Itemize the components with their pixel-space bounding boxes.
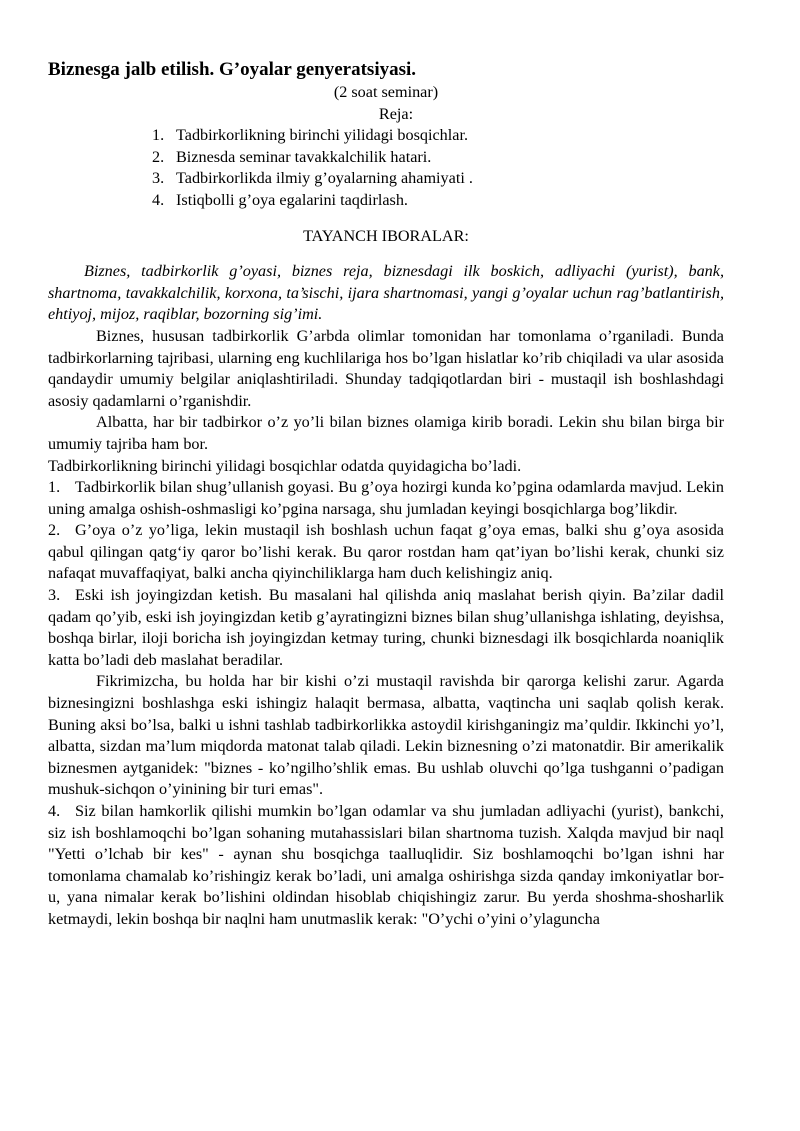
paragraph: Fikrimizcha, bu holda har bir kishi o’zi mustaqil ravishda bir qarorga kelishi zarur. Agarda biznesingizni boshlashga eski ishingiz halaqit bermasa, albatta, vaqtincha uni saqlab qolish kerak. Buning aksi bo’lsa, balki u ishni tashlab tadbirkorlikka astoydil kirishganingiz ma’quldir. Ikkinchi yo’l, albatta, sizdan ma’lum miqdorda matonat talab qiladi. Lekin biznesning o’zi matonatdir. Bir amerikalik biznesmen aytganidek: "biznes - ko’ngilho’shlik emas. Bu ushlab oluvchi qo’lga tushganni o’padigan mushuk-sichqon o’yinining bir turi emas". <box>48 672 724 799</box>
plan-list <box>48 125 724 211</box>
plan-item: 1. Tadbirkorlikning birinchi yilidagi bosqichlar. <box>152 126 468 145</box>
numbered-paragraph: 4. Siz bilan hamkorlik qilishi mumkin bo’lgan odamlar va shu jumladan adliyachi (yurist), bankchi, siz ish boshlamoqchi bo’lgan sohaning mutahassislari bilan shartnoma tuzish. Xalqda mavjud bir naql "Yetti o’lchab bir kes" - aynan shu bosqichga taalluqlidir. Siz boshlamoqchi bo’lgan ishni har tomonlama chamalab ko’rishingiz kerak bo’ladi, uni amalga oshirishga sizda qanday imkoniyatlar bor-u, yana nimalar kerak bo’lishini oldindan hisoblab chiqishingiz zarur. Bu yerda shoshma-shosharlik ketmaydi, lekin boshqa bir naqlni ham unutmaslik kerak: "O’ychi o’yini o’ylaguncha <box>48 802 724 928</box>
paragraph: Biznes, hususan tadbirkorlik G’arbda olimlar tomonidan har tomonlama o’rganiladi. Bunda tadbirkorlarning tajribasi, ularning eng kuchlilariga hos bo’lgan hislatlar ko’rib chiqiladi va ular asosida qandaydir umumiy belgilar aniqlashtiriladi. Shunday tadqiqotlardan biri - mustaqil ish boshlashdagi asosiy qadamlarni o’rganishdir. <box>48 326 724 410</box>
plan-item: 4. Istiqbolli g’oya egalarini taqdirlash. <box>152 190 408 209</box>
keywords-heading: TAYANCH IBORALAR: <box>303 226 469 245</box>
numbered-paragraph: 3. Eski ish joyingizdan ketish. Bu masalani hal qilishda aniq maslahat berish qiyin. Ba’zilar dadil qadam qo’yib, eski ish joyingizdan ketib g’ayratingizni biznes bilan shug’ullanishga ishlating, deyishsa, boshqa birlar, iloji boricha ish joyingizdan ketmay turing, chunki biznesdagi ilk bosqichlarda noaniqlik katta bo’ladi deb maslahat beradilar. <box>48 586 724 669</box>
numbered-paragraph: 1. Tadbirkorlik bilan shug’ullanish goyasi. Bu g’oya hozirgi kunda ko’pgina odamlarda mavjud. Lekin uning amalga oshish-oshmasligi ko’pgina narsaga, shu jumladan keyingi bosqichlarga bog’likdir. <box>48 478 724 518</box>
document-title: Biznesga jalb etilish. G’oyalar genyeratsiyasi. <box>48 59 417 80</box>
plan-item: 2. Biznesda seminar tavakkalchilik hatari. <box>152 147 432 166</box>
paragraph: Albatta, har bir tadbirkor o’z yo’li bilan biznes olamiga kirib boradi. Lekin shu bilan birga bir umumiy tajriba ham bor. <box>48 413 724 453</box>
plan-label: Reja: <box>378 104 414 123</box>
keywords-paragraph: Biznes, tadbirkorlik g’oyasi, biznes reja, biznesdagi ilk boskich, adliyachi (yurist), bank, shartnoma, tavakkalchilik, korxona, ta’sischi, ijara shartnomasi, yangi g’oyalar uchun rag’batlantirish, ehtiyoj, mijoz, raqiblar, bozorning sig’imi. <box>48 262 724 324</box>
paragraph: Tadbirkorlikning birinchi yilidagi bosqichlar odatda quyidagicha bo’ladi. <box>48 456 522 475</box>
document-subtitle: (2 soat seminar) <box>333 83 439 101</box>
plan-item: 3. Tadbirkorlikda ilmiy g’oyalarning ahamiyati . <box>152 169 473 188</box>
numbered-paragraph: 2. G’oya o’z yo’liga, lekin mustaqil ish boshlash uchun faqat g’oya emas, balki shu g’oya asosida qabul qilingan qatg‘iy qaror bo’lishi kerak. Bu qaror rostdan ham qat’iyan bo’lishi kerak, chunki siz nafaqat muvaffaqiyat, balki ancha qiyinchiliklarga ham duch kelishingiz aniq. <box>48 521 724 583</box>
document-page <box>48 58 724 931</box>
